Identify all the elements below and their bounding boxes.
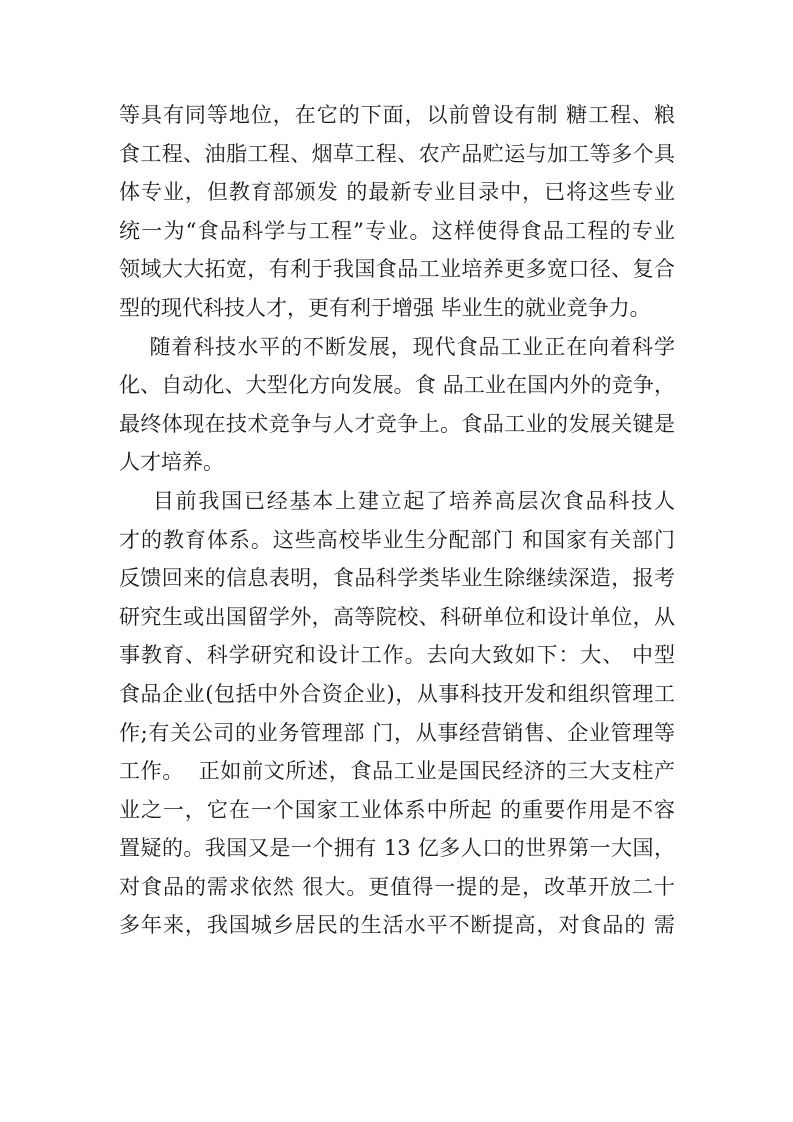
text-line: 研究生或出国留学外，高等院校、科研单位和设计单位，从 [119, 604, 675, 629]
text-line: 业之一，它在一个国家工业体系中所起 的重要作用是不容 [119, 797, 675, 822]
text-line: 化、自动化、大型化方向发展。食 品工业在国内外的竞争， [119, 373, 675, 398]
text-line: 最终体现在技术竞争与人才竞争上。食品工业的发展关键是 [119, 411, 675, 436]
text-line: 目前我国已经基本上建立起了培养高层次食品科技人 [119, 488, 675, 513]
text-line: 食工程、油脂工程、烟草工程、农产品贮运与加工等多个具 [119, 141, 675, 166]
body-text [119, 96, 675, 945]
text-line: 等具有同等地位，在它的下面，以前曾设有制 糖工程、粮 [119, 103, 675, 127]
text-line: 人才培养。 [119, 450, 224, 475]
text-line: 对食品的需求依然 很大。更值得一提的是，改革开放二十 [119, 874, 675, 899]
text-line: 作;有关公司的业务管理部 门，从事经营销售、企业管理等 [119, 720, 675, 745]
text-line: 统一为“食品科学与工程”专业。这样使得食品工程的专业 [119, 218, 675, 243]
text-line: 多年来，我国城乡居民的生活水平不断提高，对食品的 需 [119, 913, 675, 938]
text-line: 随着科技水平的不断发展，现代食品工业正在向着科学 [119, 334, 675, 359]
text-line: 型的现代科技人才，更有利于增强 毕业生的就业竞争力。 [119, 295, 651, 320]
text-line: 体专业，但教育部颁发 的最新专业目录中，已将这些专业 [119, 180, 675, 205]
text-line: 事教育、科学研究和设计工作。去向大致如下：大、 中型 [119, 643, 675, 668]
text-line: 领域大大拓宽，有利于我国食品工业培养更多宽口径、复合 [119, 257, 675, 282]
text-line: 置疑的。我国又是一个拥有 13 亿多人口的世界第一大国， [119, 836, 675, 861]
text-line: 食品企业(包括中外合资企业)，从事科技开发和组织管理工 [119, 681, 675, 706]
text-line: 工作。 正如前文所述，食品工业是国民经济的三大支柱产 [119, 759, 675, 784]
text-line: 反馈回来的信息表明，食品科学类毕业生除继续深造，报考 [119, 566, 675, 591]
text-line: 才的教育体系。这些高校毕业生分配部门 和国家有关部门 [119, 527, 675, 552]
